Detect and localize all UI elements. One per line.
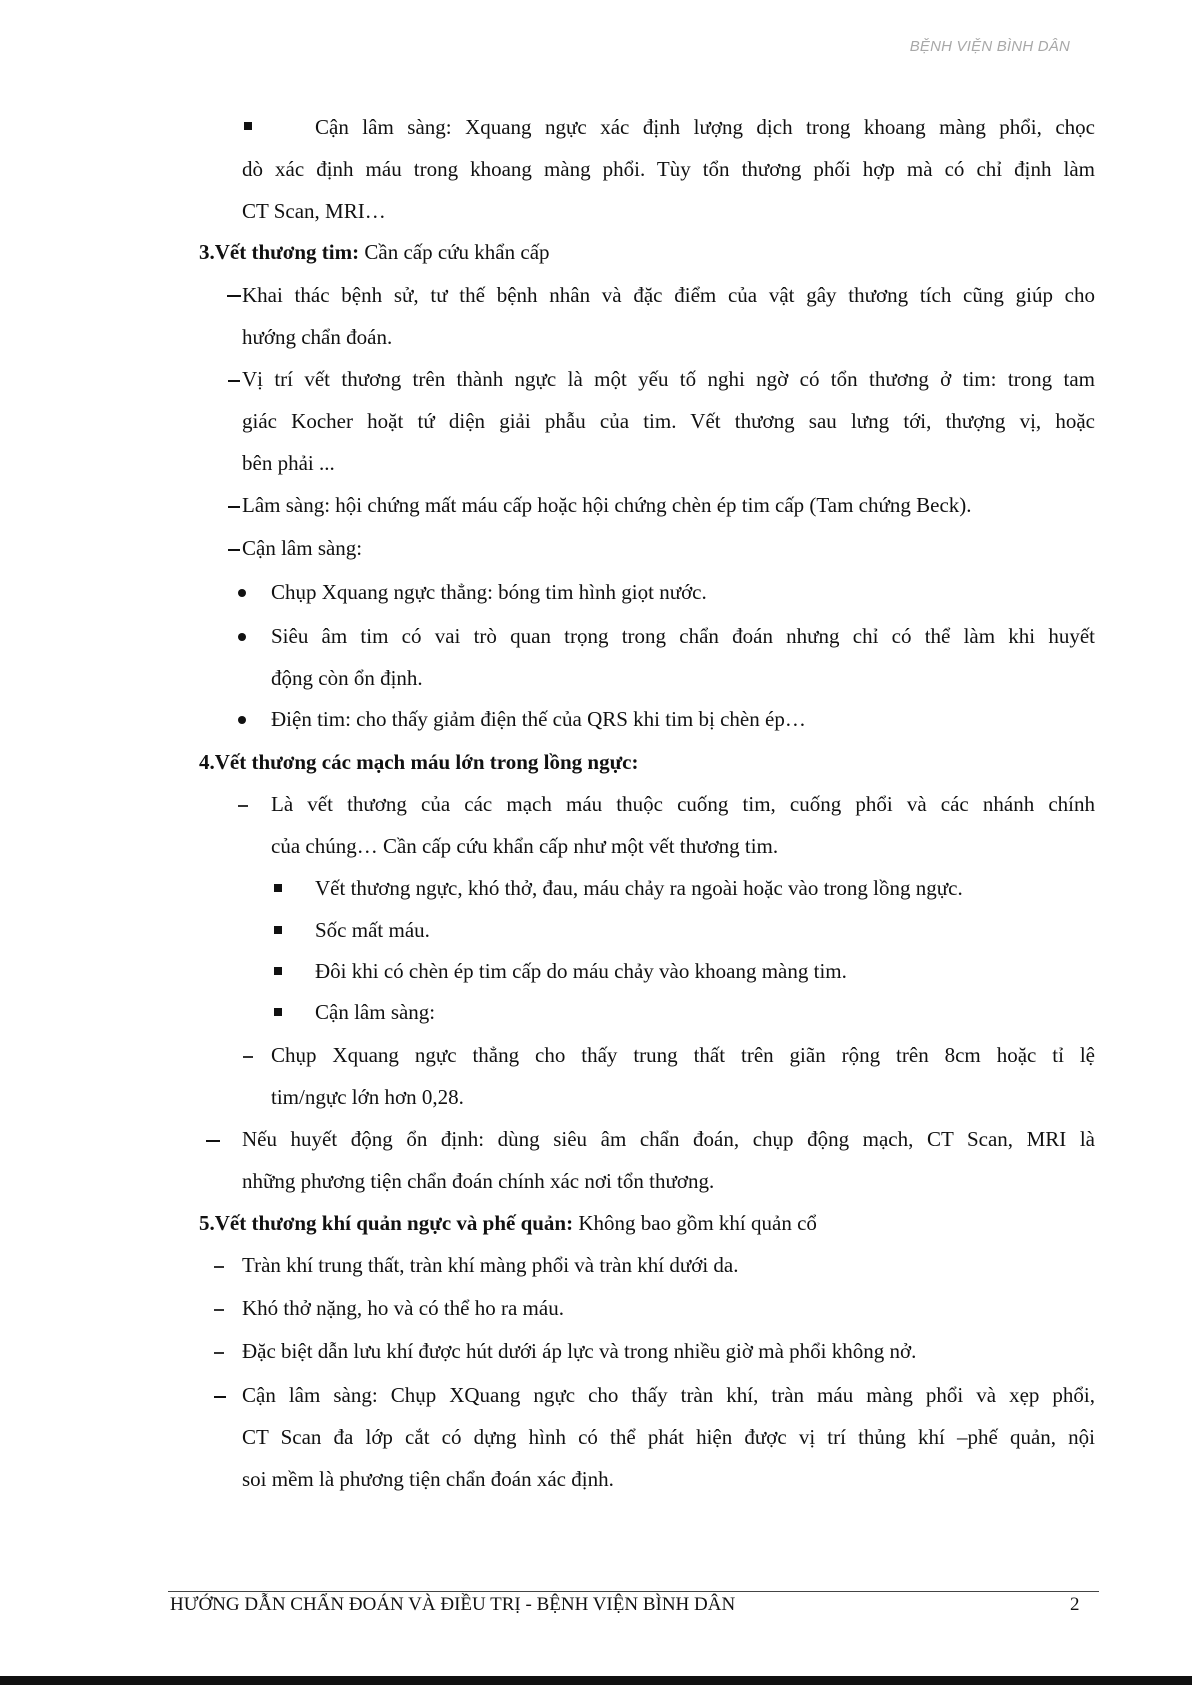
paragraph: Lâm sàng: hội chứng mất máu cấp hoặc hội chứng chèn ép tim cấp (Tam chứng Beck). (242, 493, 972, 517)
dash-bullet-icon (214, 1396, 226, 1398)
running-header: BỆNH VIỆN BÌNH DÂN (909, 38, 1070, 55)
paragraph: Nếu huyết động ổn định: dùng siêu âm chẩn đoán, chụp động mạch, CT Scan, MRI là (242, 1127, 1095, 1151)
dash-bullet-icon (228, 506, 240, 508)
paragraph: hướng chẩn đoán. (242, 325, 393, 349)
dash-bullet-icon (238, 805, 248, 807)
section-heading-4 (199, 741, 638, 783)
paragraph: động còn ổn định. (271, 666, 423, 690)
paragraph: Khó thở nặng, ho và có thể ho ra máu. (242, 1296, 564, 1320)
paragraph: CT Scan đa lớp cắt có dựng hình có thể phát hiện được vị trí thủng khí –phế quản, nội (242, 1425, 1095, 1449)
dash-bullet-icon (214, 1352, 224, 1354)
heading-text: Không bao gồm khí quản cổ (573, 1211, 817, 1235)
paragraph: Cận lâm sàng: Xquang ngực xác định lượng dịch trong khoang màng phổi, chọc (315, 115, 1095, 139)
page-number: 2 (1070, 1594, 1080, 1615)
paragraph: Sốc mất máu. (315, 918, 430, 942)
paragraph: Siêu âm tim có vai trò quan trọng trong chẩn đoán nhưng chỉ có thể làm khi huyết (271, 624, 1095, 648)
heading-bold: 5.Vết thương khí quản ngực và phế quản: (199, 1211, 574, 1235)
heading-bold: 3.Vết thương tim: (199, 240, 360, 264)
square-bullet-icon (274, 926, 282, 934)
dash-bullet-icon (228, 380, 240, 382)
paragraph: Cận lâm sàng: (315, 1000, 436, 1024)
dash-bullet-icon (228, 549, 240, 551)
paragraph: Khai thác bệnh sử, tư thế bệnh nhân và đặc điểm của vật gây thương tích cũng giúp cho (242, 283, 1095, 307)
square-bullet-icon (274, 1008, 282, 1016)
square-bullet-icon (274, 967, 282, 975)
section-heading-3 (199, 231, 550, 273)
dash-bullet-icon (206, 1140, 220, 1142)
square-bullet-icon (274, 884, 282, 892)
dash-bullet-icon (214, 1266, 224, 1268)
paragraph: Vết thương ngực, khó thở, đau, máu chảy ra ngoài hoặc vào trong lồng ngực. (315, 876, 963, 900)
paragraph: Chụp Xquang ngực thẳng: bóng tim hình giọt nước. (271, 580, 707, 604)
paragraph: của chúng… Cần cấp cứu khẩn cấp như một vết thương tim. (271, 834, 779, 858)
round-bullet-icon (238, 716, 246, 724)
paragraph: Là vết thương của các mạch máu thuộc cuống tim, cuống phổi và các nhánh chính (271, 792, 1095, 816)
paragraph: giác Kocher hoặt tứ diện giải phẫu của tim. Vết thương sau lưng tới, thượng vị, hoặc (242, 409, 1095, 433)
paragraph: tim/ngực lớn hơn 0,28. (271, 1085, 464, 1109)
round-bullet-icon (238, 589, 246, 597)
paragraph: Điện tim: cho thấy giảm điện thế của QRS khi tim bị chèn ép… (271, 707, 806, 731)
dash-bullet-icon (243, 1056, 253, 1058)
heading-text: Cần cấp cứu khẩn cấp (359, 240, 550, 264)
paragraph: những phương tiện chẩn đoán chính xác nơi tổn thương. (242, 1169, 715, 1193)
paragraph: Vị trí vết thương trên thành ngực là một yếu tố nghi ngờ có tổn thương ở tim: trong tam (242, 367, 1095, 391)
paragraph: Đặc biệt dẫn lưu khí được hút dưới áp lực và trong nhiều giờ mà phổi không nở. (242, 1339, 917, 1363)
round-bullet-icon (238, 633, 246, 641)
bottom-edge-bar (0, 1676, 1192, 1685)
paragraph: Đôi khi có chèn ép tim cấp do máu chảy vào khoang màng tim. (315, 959, 847, 983)
paragraph: CT Scan, MRI… (242, 199, 386, 223)
paragraph: dò xác định máu trong khoang màng phổi. Tùy tổn thương phối hợp mà có chỉ định làm (242, 157, 1095, 181)
paragraph: bên phải ... (242, 451, 335, 475)
paragraph: Cận lâm sàng: Chụp XQuang ngực cho thấy tràn khí, tràn máu màng phổi và xẹp phổi, (242, 1383, 1095, 1407)
paragraph: soi mềm là phương tiện chẩn đoán xác định. (242, 1467, 614, 1491)
dash-bullet-icon (214, 1309, 224, 1311)
square-bullet-icon (244, 122, 252, 130)
footer-rule (168, 1591, 1099, 1592)
dash-bullet-icon (227, 295, 241, 297)
heading-bold: 4.Vết thương các mạch máu lớn trong lồng ngực: (199, 750, 639, 774)
paragraph: Cận lâm sàng: (242, 536, 363, 560)
section-heading-5 (199, 1202, 817, 1244)
footer-text: HƯỚNG DẪN CHẨN ĐOÁN VÀ ĐIỀU TRỊ - BỆNH VIỆN BÌNH DÂN (170, 1594, 736, 1615)
paragraph: Chụp Xquang ngực thẳng cho thấy trung thất trên giãn rộng trên 8cm hoặc tỉ lệ (271, 1043, 1095, 1067)
paragraph: Tràn khí trung thất, tràn khí màng phổi và tràn khí dưới da. (242, 1253, 739, 1277)
